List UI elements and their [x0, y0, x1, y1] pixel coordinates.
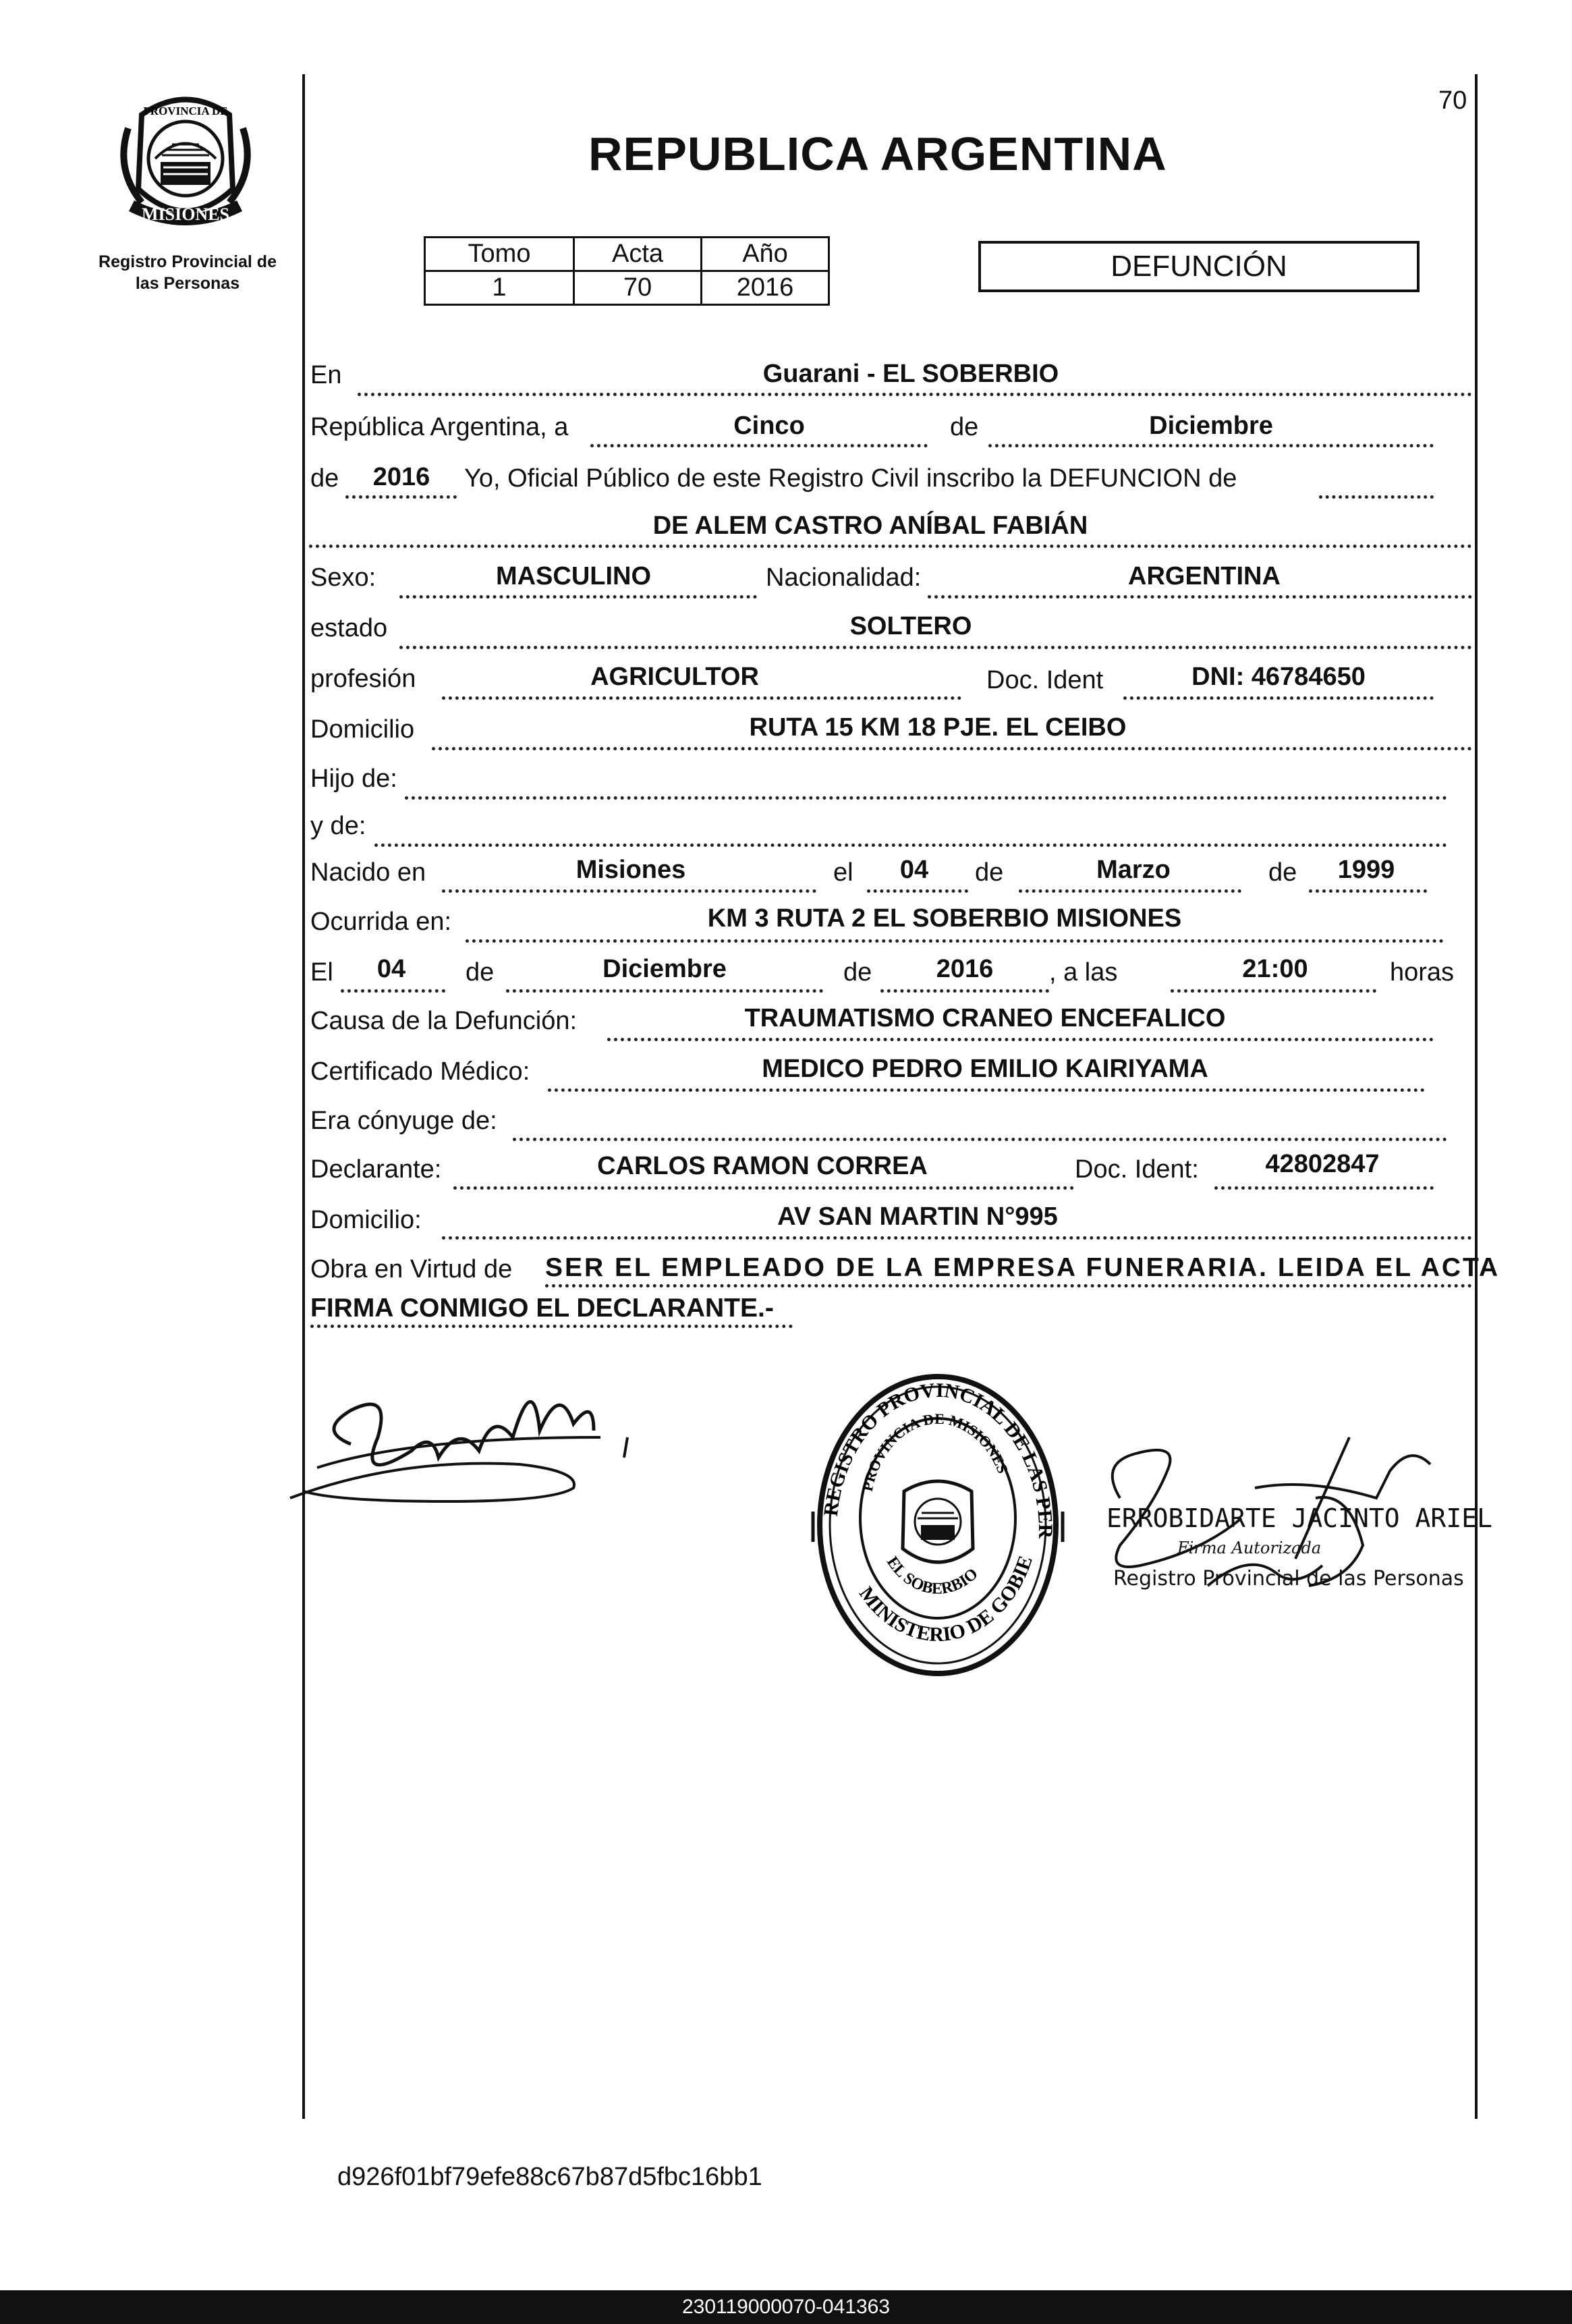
- value-doc-ident-declarant: 42802847: [1265, 1150, 1380, 1178]
- value-death-year: 2016: [936, 955, 994, 983]
- label-and-of: y de:: [310, 812, 366, 840]
- label-cause: Causa de la Defunción:: [310, 1007, 578, 1035]
- table-value-anio: 2016: [702, 271, 829, 305]
- dotline: [1123, 696, 1434, 700]
- value-occurred-in: KM 3 RUTA 2 EL SOBERBIO MISIONES: [707, 904, 1182, 933]
- dotline: [310, 1325, 793, 1328]
- logo-top-text: PROVINCIA DE: [143, 105, 228, 117]
- value-month: Diciembre: [1149, 412, 1273, 440]
- dotline: [1171, 989, 1376, 993]
- value-cause: TRAUMATISMO CRANEO ENCEFALICO: [744, 1004, 1226, 1032]
- label-sex: Sexo:: [310, 563, 376, 592]
- value-year: 2016: [372, 463, 430, 491]
- dotline: [432, 747, 1472, 750]
- dotline: [506, 989, 823, 993]
- table-value-tomo: 1: [425, 271, 574, 305]
- value-by-virtue-of-line1: SER EL EMPLEADO DE LA EMPRESA FUNERARIA. LEIDA EL ACTA: [545, 1253, 1500, 1282]
- label-declarant-address: Domicilio:: [310, 1206, 422, 1234]
- value-birth-place: Misiones: [576, 856, 686, 884]
- dotline: [1309, 889, 1427, 893]
- dotline: [1319, 495, 1434, 499]
- label-el-date: El: [310, 958, 333, 987]
- label-de-birth-month: de: [975, 858, 1004, 887]
- page-number: 70: [1438, 86, 1467, 115]
- dotline: [399, 646, 1472, 649]
- record-index-table: [424, 236, 830, 306]
- value-sex: MASCULINO: [495, 562, 652, 590]
- label-child-of: Hijo de:: [310, 765, 397, 793]
- stamp-place-text: EL SOBERBIO: [882, 1553, 982, 1598]
- stamp-outer-text: REGISTRO PROVINCIAL DE LAS PER: [819, 1379, 1057, 1539]
- value-birth-year: 1999: [1337, 856, 1395, 884]
- label-declarant: Declarante:: [310, 1155, 442, 1184]
- dotline: [607, 1038, 1434, 1041]
- stamp-inner-text: PROVINCIA DE MISIONES: [858, 1410, 1012, 1493]
- value-day: Cinco: [733, 412, 805, 440]
- value-hour: 21:00: [1242, 955, 1308, 983]
- document-hash: d926f01bf79efe88c67b87d5fbc16bb1: [337, 2163, 762, 2191]
- dotline: [405, 796, 1447, 800]
- value-death-month: Diciembre: [602, 955, 727, 983]
- label-spouse: Era cónyuge de:: [310, 1107, 497, 1135]
- dotline: [341, 989, 445, 993]
- label-en: En: [310, 361, 342, 389]
- value-declarant-address: AV SAN MARTIN N°995: [777, 1202, 1058, 1231]
- label-de-year: de: [310, 464, 339, 493]
- table-header-anio: Año: [702, 238, 829, 271]
- label-by-virtue-of: Obra en Virtud de: [310, 1255, 513, 1283]
- label-republica: República Argentina, a: [310, 413, 569, 441]
- dotline: [880, 989, 1049, 993]
- label-medical-certificate: Certificado Médico:: [310, 1057, 530, 1086]
- label-de-death-month: de: [466, 958, 495, 987]
- record-type-box: [978, 241, 1420, 292]
- label-civil-status: estado: [310, 614, 388, 642]
- province-logo: [115, 88, 256, 236]
- label-doc-ident-declarant: Doc. Ident:: [1075, 1155, 1199, 1184]
- label-de: de: [950, 413, 979, 441]
- official-stamp: [796, 1356, 1079, 1694]
- dotline: [442, 889, 816, 893]
- value-place: Guarani - EL SOBERBIO: [762, 360, 1059, 388]
- label-nationality: Nacionalidad:: [766, 563, 922, 592]
- registry-name: Registro Provincial de las Personas: [99, 252, 277, 293]
- dotline: [590, 444, 928, 447]
- dotline: [988, 444, 1434, 447]
- value-death-day: 04: [376, 955, 406, 983]
- declarant-signature: [277, 1356, 654, 1525]
- value-profession: AGRICULTOR: [590, 663, 759, 691]
- label-occurred-in: Ocurrida en:: [310, 908, 452, 936]
- label-born-in: Nacido en: [310, 858, 426, 887]
- label-de-birth-year: de: [1268, 858, 1297, 887]
- record-type: DEFUNCIÓN: [1111, 250, 1287, 283]
- label-at-hour: , a las: [1049, 958, 1118, 987]
- dotline: [374, 843, 1447, 847]
- dotline: [466, 939, 1444, 943]
- dotline: [309, 545, 1472, 548]
- dotline: [358, 393, 1472, 396]
- value-doc-ident: DNI: 46784650: [1191, 663, 1366, 691]
- page-title: REPUBLICA ARGENTINA: [588, 128, 1167, 180]
- right-margin-line: [1475, 74, 1478, 2119]
- value-by-virtue-of-line2: FIRMA CONMIGO EL DECLARANTE.-: [310, 1294, 774, 1323]
- dotline: [453, 1186, 1074, 1190]
- signatory-role: Firma Autorizada: [1177, 1539, 1322, 1557]
- stamp-emblem: [903, 1481, 973, 1562]
- dotline: [1019, 889, 1241, 893]
- dotline: [928, 595, 1472, 599]
- dotline: [442, 1236, 1472, 1240]
- label-oficial: Yo, Oficial Público de este Registro Civil inscribo la DEFUNCION de: [464, 464, 1237, 493]
- value-birth-month: Marzo: [1096, 856, 1171, 884]
- value-address: RUTA 15 KM 18 PJE. EL CEIBO: [749, 713, 1127, 742]
- label-profession: profesión: [310, 665, 416, 693]
- left-margin-line: [302, 74, 305, 2119]
- dotline: [545, 1284, 1472, 1288]
- label-el: el: [833, 858, 853, 887]
- value-nationality: ARGENTINA: [1128, 562, 1281, 590]
- table-header-acta: Acta: [574, 238, 702, 271]
- value-medical-certificate: MEDICO PEDRO EMILIO KAIRIYAMA: [762, 1055, 1208, 1083]
- dotline: [345, 495, 457, 499]
- signatory-office: Registro Provincial de las Personas: [1113, 1567, 1464, 1590]
- label-address: Domicilio: [310, 715, 415, 744]
- signatory-name: ERROBIDARTE JACINTO ARIEL: [1106, 1503, 1492, 1533]
- logo-bottom-text: MISIONES: [141, 204, 230, 224]
- value-deceased-name: DE ALEM CASTRO ANÍBAL FABIÁN: [652, 511, 1088, 540]
- label-hours: horas: [1390, 958, 1455, 987]
- dotline: [1214, 1186, 1434, 1190]
- value-declarant: CARLOS RAMON CORREA: [597, 1152, 928, 1180]
- dotline: [442, 696, 961, 700]
- table-value-acta: 70: [574, 271, 702, 305]
- value-civil-status: SOLTERO: [849, 612, 972, 640]
- dotline: [867, 889, 968, 893]
- dotline: [513, 1138, 1447, 1141]
- table-header-tomo: Tomo: [425, 238, 574, 271]
- dotline: [399, 595, 757, 599]
- stamp-ministry-text: MINISTERIO DE GOBIE: [854, 1553, 1037, 1646]
- label-de-death-year: de: [843, 958, 872, 987]
- value-birth-day: 04: [899, 856, 929, 884]
- dotline: [548, 1088, 1425, 1092]
- label-doc-ident: Doc. Ident: [986, 666, 1104, 694]
- footer-code: 230119000070-041363: [0, 2290, 1572, 2324]
